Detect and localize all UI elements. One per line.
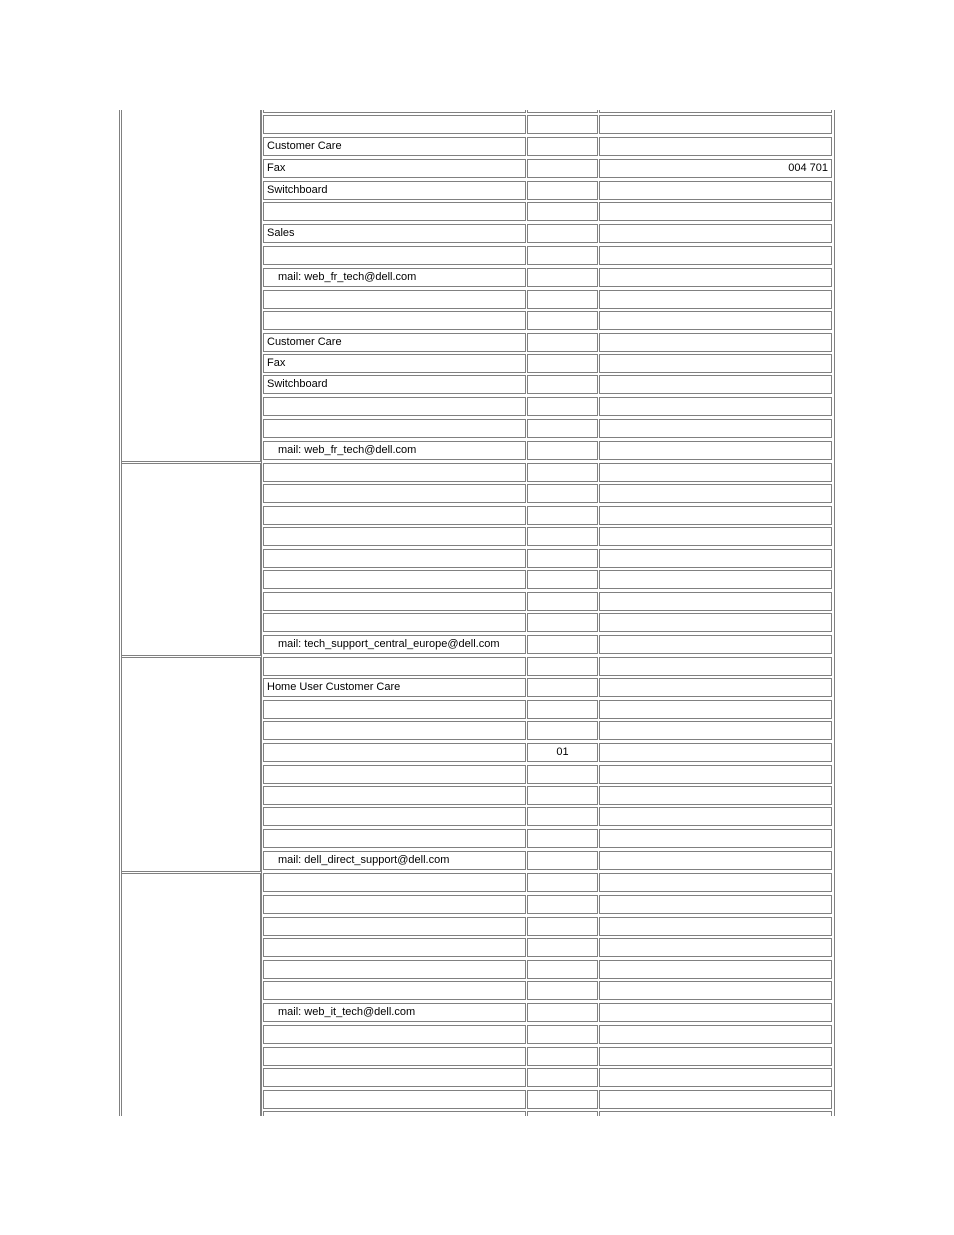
service-cell xyxy=(263,527,526,546)
area-code-cell xyxy=(527,419,598,438)
number-cell xyxy=(599,743,832,762)
country-cell xyxy=(121,463,261,656)
number-cell xyxy=(599,137,832,156)
area-code-cell xyxy=(527,1025,598,1044)
table-border-mid xyxy=(261,110,262,1116)
number-cell xyxy=(599,311,832,330)
area-code-cell xyxy=(527,527,598,546)
service-cell xyxy=(263,981,526,1000)
number-cell xyxy=(599,115,832,134)
area-code-cell xyxy=(527,786,598,805)
area-code-cell xyxy=(527,895,598,914)
number-cell xyxy=(599,1111,832,1116)
number-cell xyxy=(599,1068,832,1087)
service-cell xyxy=(263,657,526,676)
service-cell: mail: tech_support_central_europe@dell.com xyxy=(263,635,526,654)
service-cell: Customer Care xyxy=(263,137,526,156)
number-cell xyxy=(599,700,832,719)
area-code-cell xyxy=(527,1111,598,1116)
number-cell xyxy=(599,333,832,352)
service-cell xyxy=(263,397,526,416)
number-cell xyxy=(599,1003,832,1022)
service-cell xyxy=(263,246,526,265)
number-cell xyxy=(599,419,832,438)
area-code-cell xyxy=(527,678,598,697)
number-cell xyxy=(599,917,832,936)
area-code-cell xyxy=(527,224,598,243)
service-cell xyxy=(263,110,526,113)
service-cell xyxy=(263,1090,526,1109)
area-code-cell: 01 xyxy=(527,743,598,762)
service-cell: mail: web_fr_tech@dell.com xyxy=(263,268,526,287)
area-code-cell xyxy=(527,960,598,979)
service-cell xyxy=(263,419,526,438)
number-cell xyxy=(599,657,832,676)
service-cell xyxy=(263,895,526,914)
number-cell xyxy=(599,268,832,287)
service-cell xyxy=(263,765,526,784)
area-code-cell xyxy=(527,765,598,784)
service-cell xyxy=(263,202,526,221)
number-cell xyxy=(599,549,832,568)
area-code-cell xyxy=(527,592,598,611)
service-cell: mail: web_it_tech@dell.com xyxy=(263,1003,526,1022)
number-cell xyxy=(599,527,832,546)
area-code-cell xyxy=(527,441,598,460)
service-cell xyxy=(263,1025,526,1044)
area-code-cell xyxy=(527,873,598,892)
number-cell xyxy=(599,375,832,394)
number-cell xyxy=(599,635,832,654)
number-cell xyxy=(599,807,832,826)
service-cell xyxy=(263,786,526,805)
area-code-cell xyxy=(527,484,598,503)
area-code-cell xyxy=(527,268,598,287)
number-cell xyxy=(599,1090,832,1109)
area-code-cell xyxy=(527,570,598,589)
service-cell xyxy=(263,829,526,848)
number-cell xyxy=(599,592,832,611)
area-code-cell xyxy=(527,397,598,416)
service-cell xyxy=(263,1111,526,1116)
service-cell xyxy=(263,700,526,719)
number-cell xyxy=(599,570,832,589)
number-cell: 004 701 xyxy=(599,159,832,178)
service-cell xyxy=(263,938,526,957)
area-code-cell xyxy=(527,311,598,330)
number-cell xyxy=(599,851,832,870)
service-cell: mail: web_fr_tech@dell.com xyxy=(263,441,526,460)
number-cell xyxy=(599,786,832,805)
area-code-cell xyxy=(527,981,598,1000)
area-code-cell xyxy=(527,807,598,826)
service-cell xyxy=(263,570,526,589)
number-cell xyxy=(599,441,832,460)
number-cell xyxy=(599,463,832,482)
number-cell xyxy=(599,110,832,113)
number-cell xyxy=(599,960,832,979)
number-cell xyxy=(599,765,832,784)
service-cell xyxy=(263,311,526,330)
area-code-cell xyxy=(527,549,598,568)
service-cell: Sales xyxy=(263,224,526,243)
service-cell xyxy=(263,873,526,892)
number-cell xyxy=(599,829,832,848)
number-cell xyxy=(599,290,832,309)
service-cell xyxy=(263,506,526,525)
area-code-cell xyxy=(527,1003,598,1022)
service-cell: Customer Care xyxy=(263,333,526,352)
area-code-cell xyxy=(527,159,598,178)
area-code-cell xyxy=(527,246,598,265)
number-cell xyxy=(599,397,832,416)
country-cell xyxy=(121,657,261,872)
service-cell: mail: dell_direct_support@dell.com xyxy=(263,851,526,870)
area-code-cell xyxy=(527,115,598,134)
service-cell xyxy=(263,592,526,611)
service-cell: Switchboard xyxy=(263,375,526,394)
service-cell: Switchboard xyxy=(263,181,526,200)
table-border-left xyxy=(119,110,120,1116)
area-code-cell xyxy=(527,1090,598,1109)
area-code-cell xyxy=(527,657,598,676)
service-cell xyxy=(263,463,526,482)
service-cell xyxy=(263,917,526,936)
service-cell: Home User Customer Care xyxy=(263,678,526,697)
area-code-cell xyxy=(527,181,598,200)
service-cell xyxy=(263,721,526,740)
country-cell xyxy=(121,110,261,462)
service-cell xyxy=(263,1047,526,1066)
number-cell xyxy=(599,506,832,525)
number-cell xyxy=(599,484,832,503)
number-cell xyxy=(599,1025,832,1044)
number-cell xyxy=(599,354,832,373)
number-cell xyxy=(599,721,832,740)
area-code-cell xyxy=(527,202,598,221)
contact-table xyxy=(119,110,835,1116)
area-code-cell xyxy=(527,1068,598,1087)
area-code-cell xyxy=(527,635,598,654)
area-code-cell xyxy=(527,1047,598,1066)
number-cell xyxy=(599,873,832,892)
area-code-cell xyxy=(527,137,598,156)
number-cell xyxy=(599,246,832,265)
number-cell xyxy=(599,981,832,1000)
area-code-cell xyxy=(527,851,598,870)
area-code-cell xyxy=(527,917,598,936)
service-cell xyxy=(263,115,526,134)
area-code-cell xyxy=(527,938,598,957)
service-cell xyxy=(263,807,526,826)
number-cell xyxy=(599,224,832,243)
area-code-cell xyxy=(527,110,598,113)
area-code-cell xyxy=(527,463,598,482)
table-border-right xyxy=(834,110,835,1116)
area-code-cell xyxy=(527,290,598,309)
area-code-cell xyxy=(527,700,598,719)
area-code-cell xyxy=(527,721,598,740)
area-code-cell xyxy=(527,354,598,373)
number-cell xyxy=(599,202,832,221)
country-cell xyxy=(121,873,261,1116)
area-code-cell xyxy=(527,333,598,352)
area-code-cell xyxy=(527,375,598,394)
number-cell xyxy=(599,938,832,957)
area-code-cell xyxy=(527,829,598,848)
service-cell xyxy=(263,549,526,568)
area-code-cell xyxy=(527,613,598,632)
area-code-cell xyxy=(527,506,598,525)
number-cell xyxy=(599,613,832,632)
number-cell xyxy=(599,678,832,697)
number-cell xyxy=(599,181,832,200)
service-cell xyxy=(263,1068,526,1087)
service-cell xyxy=(263,743,526,762)
number-cell xyxy=(599,1047,832,1066)
service-cell xyxy=(263,290,526,309)
service-cell: Fax xyxy=(263,159,526,178)
number-cell xyxy=(599,895,832,914)
service-cell: Fax xyxy=(263,354,526,373)
service-cell xyxy=(263,484,526,503)
service-cell xyxy=(263,613,526,632)
service-cell xyxy=(263,960,526,979)
